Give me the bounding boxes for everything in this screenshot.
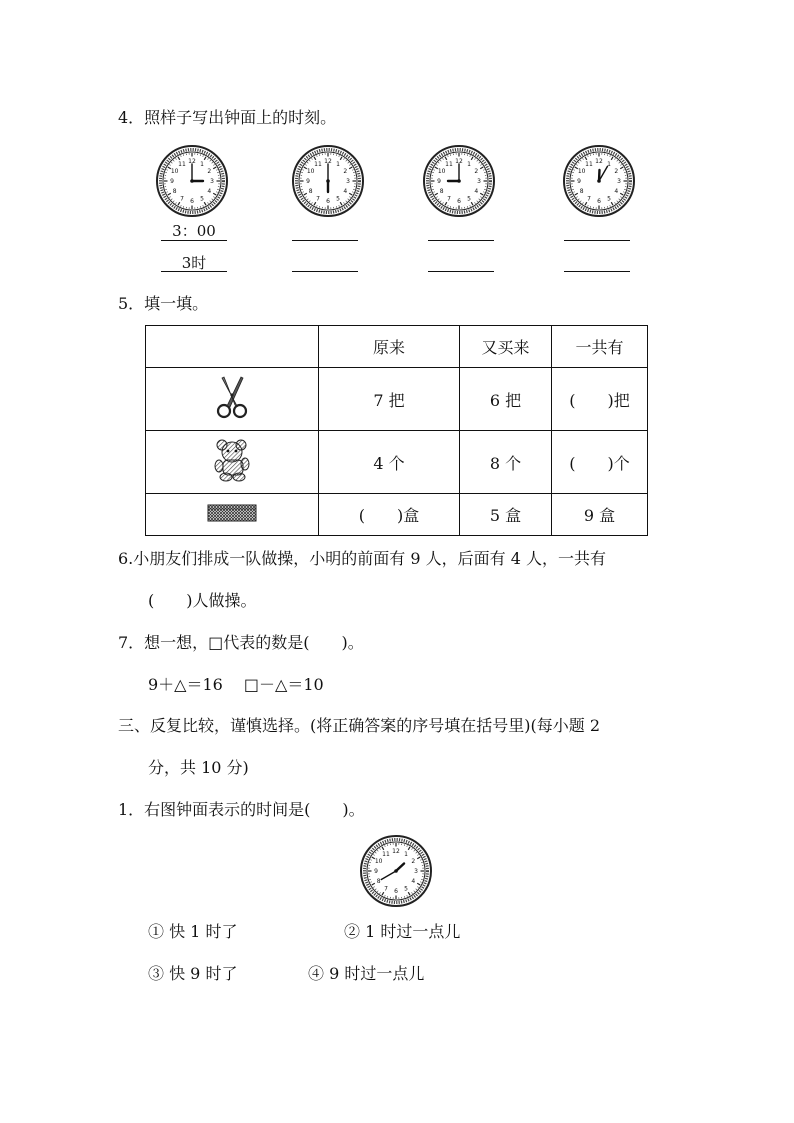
clock-icon-3 [422, 144, 496, 218]
option-3[interactable]: ③ 快 9 时了 [148, 964, 238, 983]
row-picture [146, 494, 319, 536]
svg-text:11: 11 [445, 160, 453, 168]
svg-text:10: 10 [306, 168, 315, 176]
svg-text:4: 4 [207, 188, 212, 196]
table-row [146, 494, 648, 536]
svg-text:1: 1 [467, 160, 471, 168]
option-4[interactable]: ④ 9 时过一点儿 [308, 964, 425, 983]
svg-text:3: 3 [210, 178, 214, 186]
box-icon [206, 501, 258, 525]
svg-text:8: 8 [308, 188, 313, 196]
s3q1-title: 1．右图钟面表示的时间是( )。 [118, 800, 365, 819]
answer-line [161, 240, 227, 241]
svg-text:10: 10 [577, 168, 586, 176]
svg-text:12: 12 [455, 158, 463, 166]
clock-icon-5 [359, 834, 433, 908]
svg-text:4: 4 [343, 188, 348, 196]
svg-text:9: 9 [306, 178, 310, 186]
svg-text:8: 8 [439, 188, 444, 196]
answer-line[interactable] [428, 240, 494, 241]
answer-line[interactable] [292, 271, 358, 272]
svg-text:4: 4 [474, 188, 479, 196]
svg-text:12: 12 [188, 158, 196, 166]
answer-line [161, 271, 227, 272]
table-row [146, 431, 648, 494]
svg-text:9: 9 [374, 868, 378, 876]
q6-line2: ( )人做操。 [148, 591, 257, 610]
svg-text:6: 6 [597, 198, 601, 206]
svg-text:5: 5 [467, 195, 471, 203]
svg-text:9: 9 [577, 178, 581, 186]
svg-text:6: 6 [190, 198, 194, 206]
scissors-icon [215, 374, 249, 420]
svg-text:2: 2 [207, 168, 212, 176]
example-time: 3：00 [172, 222, 216, 240]
table-cell[interactable]: ( )个 [552, 431, 648, 494]
svg-text:1: 1 [607, 160, 611, 168]
svg-text:8: 8 [172, 188, 177, 196]
svg-text:2: 2 [343, 168, 348, 176]
table-header: 一共有 [552, 326, 648, 368]
svg-text:7: 7 [316, 195, 320, 203]
answer-line[interactable] [428, 271, 494, 272]
svg-text:3: 3 [477, 178, 481, 186]
clock-icon-4 [562, 144, 636, 218]
svg-text:8: 8 [376, 878, 381, 886]
example-label: 3时 [181, 254, 207, 272]
table-header: 又买来 [460, 326, 552, 368]
svg-text:12: 12 [392, 848, 400, 856]
option-2[interactable]: ② 1 时过一点儿 [344, 922, 461, 941]
svg-text:8: 8 [579, 188, 584, 196]
svg-text:11: 11 [382, 850, 390, 858]
table-cell: 5 盒 [460, 494, 552, 536]
table-header: 原来 [319, 326, 460, 368]
answer-line[interactable] [564, 271, 630, 272]
svg-text:10: 10 [170, 168, 179, 176]
svg-text:5: 5 [404, 885, 408, 893]
svg-text:10: 10 [374, 858, 383, 866]
svg-text:2: 2 [614, 168, 619, 176]
section3-heading-cont: 分，共 10 分) [148, 758, 249, 777]
answer-line[interactable] [564, 240, 630, 241]
svg-text:6: 6 [394, 888, 398, 896]
q7-equations: 9＋△＝16 □－△＝10 [148, 675, 324, 694]
table-cell[interactable]: ( )把 [552, 368, 648, 431]
svg-text:12: 12 [595, 158, 603, 166]
table-cell: 6 把 [460, 368, 552, 431]
svg-text:7: 7 [384, 885, 388, 893]
teddy-bear-icon [214, 438, 250, 482]
svg-text:6: 6 [457, 198, 461, 206]
svg-text:5: 5 [200, 195, 204, 203]
row-picture [146, 368, 319, 431]
svg-text:10: 10 [437, 168, 446, 176]
table-cell: 4 个 [319, 431, 460, 494]
table-cell[interactable]: ( )盒 [319, 494, 460, 536]
svg-text:1: 1 [200, 160, 204, 168]
q4-title: 4．照样子写出钟面上的时刻。 [118, 108, 337, 127]
svg-text:7: 7 [447, 195, 451, 203]
svg-text:3: 3 [617, 178, 621, 186]
svg-text:1: 1 [336, 160, 340, 168]
svg-text:11: 11 [314, 160, 322, 168]
q7-title: 7．想一想，□代表的数是( )。 [118, 633, 364, 652]
svg-text:5: 5 [607, 195, 611, 203]
svg-text:11: 11 [178, 160, 186, 168]
svg-text:1: 1 [404, 850, 408, 858]
row-picture [146, 431, 319, 494]
svg-text:11: 11 [585, 160, 593, 168]
svg-text:9: 9 [170, 178, 174, 186]
svg-text:4: 4 [411, 878, 416, 886]
svg-text:3: 3 [346, 178, 350, 186]
fill-table [145, 325, 648, 536]
table-cell: 8 个 [460, 431, 552, 494]
section3-heading: 三、反复比较，谨慎选择。(将正确答案的序号填在括号里)(每小题 2 [118, 716, 600, 735]
svg-text:5: 5 [336, 195, 340, 203]
svg-text:7: 7 [180, 195, 184, 203]
q6-line1: 6.小朋友们排成一队做操，小明的前面有 9 人，后面有 4 人，一共有 [118, 549, 606, 568]
svg-text:3: 3 [414, 868, 418, 876]
answer-line[interactable] [292, 240, 358, 241]
clock-icon-2 [291, 144, 365, 218]
table-cell: 7 把 [319, 368, 460, 431]
svg-text:2: 2 [411, 858, 416, 866]
svg-text:4: 4 [614, 188, 619, 196]
table-header [146, 326, 319, 368]
clock-icon-1 [155, 144, 229, 218]
svg-text:12: 12 [324, 158, 332, 166]
svg-text:7: 7 [587, 195, 591, 203]
table-cell: 9 盒 [552, 494, 648, 536]
svg-text:9: 9 [437, 178, 441, 186]
svg-text:2: 2 [474, 168, 479, 176]
q5-title: 5．填一填。 [118, 294, 209, 313]
table-row [146, 368, 648, 431]
svg-text:6: 6 [326, 198, 330, 206]
option-1[interactable]: ① 快 1 时了 [148, 922, 238, 941]
